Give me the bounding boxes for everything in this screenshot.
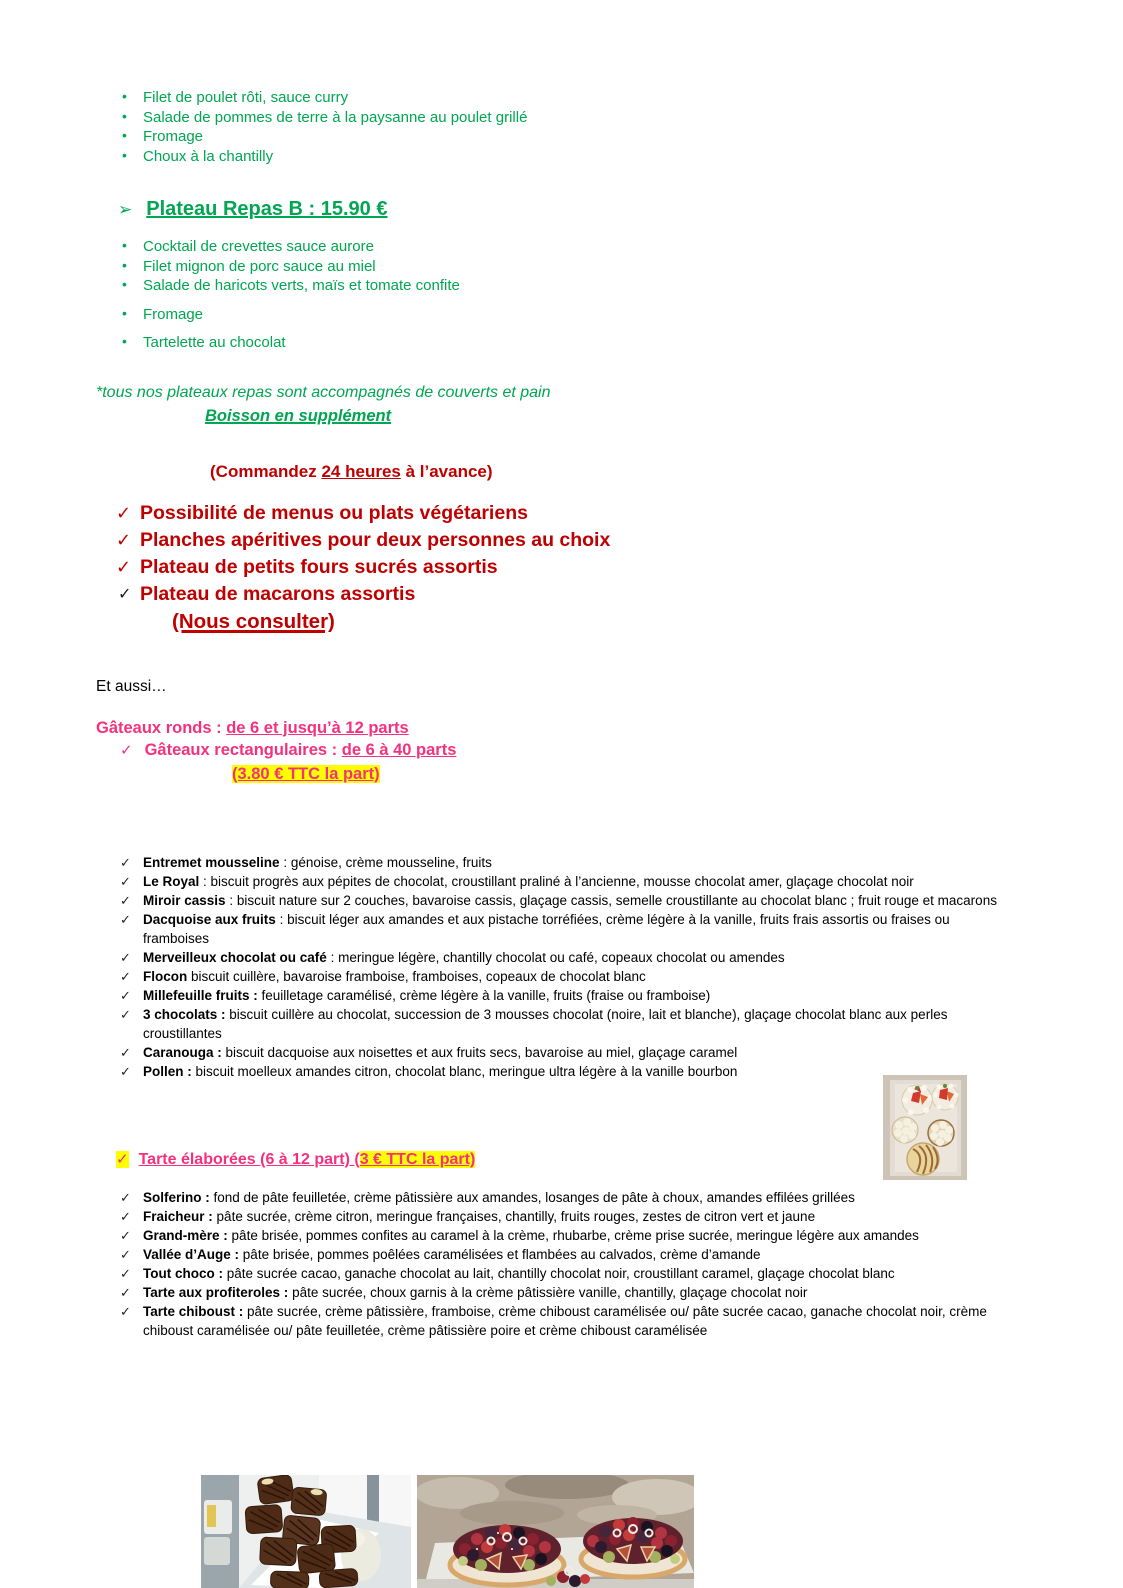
tarte-name: Tarte aux profiteroles : bbox=[143, 1285, 289, 1300]
list-item bbox=[120, 1245, 1018, 1264]
entremet-name: Pollen : bbox=[143, 1064, 192, 1079]
entremet-desc: : génoise, crème mousseline, fruits bbox=[283, 855, 492, 870]
list-item bbox=[120, 1207, 1018, 1226]
checkmark-icon: ✓ bbox=[120, 855, 131, 870]
entremets-list bbox=[120, 853, 1018, 1081]
checkmark-icon: ✓ bbox=[118, 585, 132, 603]
list-item bbox=[118, 237, 1018, 257]
tartes-list bbox=[120, 1188, 1018, 1340]
entremet-desc: : biscuit léger aux amandes et aux pistache torréfiées, crème légère à la vanille, fruits frais assortis ou fraises ou framboises bbox=[143, 912, 950, 946]
item-label: Choux à la chantilly bbox=[143, 147, 274, 165]
plateau-b-heading bbox=[118, 196, 1018, 223]
list-item bbox=[118, 127, 1018, 147]
entremet-name: 3 chocolats : bbox=[143, 1007, 226, 1022]
list-item bbox=[118, 554, 1018, 581]
note-drinks: Boisson en supplément bbox=[205, 406, 392, 425]
gateaux-price bbox=[232, 763, 1018, 786]
item-label: Plateau de petits fours sucrés assortis bbox=[140, 555, 498, 578]
item-label: Filet de poulet rôti, sauce curry bbox=[143, 89, 349, 106]
entremet-name: Merveilleux chocolat ou café bbox=[143, 950, 327, 965]
checkmark-icon: ✓ bbox=[116, 529, 132, 550]
checkmark-icon: ✓ bbox=[120, 893, 131, 908]
checkmark-icon: ✓ bbox=[120, 1209, 131, 1224]
entremet-name: Flocon bbox=[143, 969, 188, 984]
bullet-icon: • bbox=[122, 256, 127, 273]
checkmark-icon: ✓ bbox=[120, 1190, 131, 1205]
bullet-icon: • bbox=[122, 304, 127, 321]
entremet-desc: biscuit moelleux amandes citron, chocolat blanc, meringue ultra légère à la vanille bourbon bbox=[195, 1064, 738, 1079]
gateaux-rect-range: de 6 à 40 parts bbox=[341, 741, 457, 759]
item-label: Fromage bbox=[143, 305, 204, 323]
bullet-icon: • bbox=[122, 333, 127, 349]
list-item bbox=[120, 967, 1018, 986]
bullet-icon: • bbox=[122, 127, 127, 143]
order-notice-delay: 24 heures bbox=[321, 461, 401, 481]
tarte-desc: pâte sucrée, crème citron, meringue françaises, chantilly, fruits rouges, zestes de citron vert et jaune bbox=[216, 1209, 816, 1224]
tartes-heading-price: 3 € TTC la part) bbox=[359, 1151, 476, 1168]
entremet-name: Millefeuille fruits : bbox=[143, 988, 258, 1003]
tarte-desc: fond de pâte feuilletée, crème pâtissière aux amandes, losanges de pâte à choux, amandes effilées grillées bbox=[213, 1190, 855, 1205]
checkmark-icon: ✓ bbox=[120, 1304, 131, 1319]
item-label: Salade de pommes de terre à la paysanne au poulet grillé bbox=[143, 108, 528, 126]
checkmark-icon: ✓ bbox=[120, 969, 131, 984]
entremet-desc: biscuit cuillère, bavaroise framboise, framboises, copeaux de chocolat blanc bbox=[191, 969, 646, 984]
entremet-desc: biscuit cuillère au chocolat, succession de 3 mousses chocolat (noire, lait et blanche), glaçage chocolat blanc aux perles croustillantes bbox=[143, 1007, 948, 1041]
order-notice bbox=[210, 460, 1018, 483]
entremet-desc: feuilletage caramélisé, crème légère à la vanille, fruits (fraise ou framboise) bbox=[261, 988, 711, 1003]
bullet-icon: • bbox=[122, 88, 127, 104]
entremet-name: Le Royal bbox=[143, 874, 200, 889]
checkmark-icon: ✓ bbox=[120, 1045, 131, 1060]
gateaux-rect-heading bbox=[120, 739, 1018, 763]
tarte-desc: pâte sucrée cacao, ganache chocolat au lait, chantilly chocolat noir, croustillant caramel, glaçage chocolat blanc bbox=[226, 1266, 895, 1281]
entremet-desc: : meringue légère, chantilly chocolat ou café, copeaux chocolat ou amendes bbox=[330, 950, 785, 965]
checkmark-icon: ✓ bbox=[120, 874, 131, 889]
list-item bbox=[120, 1283, 1018, 1302]
gateaux-ronds-heading bbox=[96, 717, 1018, 740]
checkmark-icon: ✓ bbox=[120, 912, 131, 927]
list-item bbox=[118, 88, 1018, 108]
checkmark-icon: ✓ bbox=[116, 502, 132, 523]
entremet-desc: : biscuit progrès aux pépites de chocolat, croustillant praliné à l’ancienne, mousse chocolat amer, glaçage chocolat noir bbox=[203, 874, 914, 889]
plateau-b-title: Plateau Repas B : 15.90 € bbox=[146, 198, 388, 220]
list-item bbox=[120, 910, 1018, 948]
item-label: Cocktail de crevettes sauce aurore bbox=[143, 238, 374, 255]
list-item bbox=[120, 872, 1018, 891]
list-item bbox=[120, 1188, 1018, 1207]
tarte-desc: pâte sucrée, choux garnis à la crème pâtissière vanille, chantilly, glaçage chocolat noir bbox=[292, 1285, 808, 1300]
checkmark-icon: ✓ bbox=[120, 1064, 131, 1079]
list-item bbox=[120, 948, 1018, 967]
checkmark-icon: ✓ bbox=[116, 556, 132, 577]
photo-chocolate-cakes bbox=[201, 1475, 411, 1588]
bullet-icon: • bbox=[122, 237, 127, 253]
list-item bbox=[120, 891, 1018, 910]
tarte-name: Solferino : bbox=[143, 1190, 210, 1205]
gateaux-rect-label: Gâteaux rectangulaires : bbox=[144, 741, 342, 759]
entremet-desc: : biscuit nature sur 2 couches, bavaroise cassis, glaçage cassis, semelle croustillante au chocolat blanc ; fruit rouge et macarons bbox=[229, 893, 997, 908]
order-notice-prefix: (Commandez bbox=[210, 461, 322, 481]
item-label: Plateau de macarons assortis bbox=[140, 582, 416, 605]
tarte-name: Fraicheur : bbox=[143, 1209, 213, 1224]
item-label: Fromage bbox=[143, 128, 204, 145]
list-item bbox=[118, 147, 1018, 167]
photo-tartlets bbox=[883, 1075, 967, 1180]
item-label: Tartelette au chocolat bbox=[143, 334, 286, 351]
gateaux-price-text: (3.80 € TTC la part) bbox=[232, 764, 380, 783]
list-item bbox=[118, 333, 1018, 353]
photo-fruit-tarts bbox=[417, 1475, 694, 1588]
tartes-heading-main: Tarte élaborées (6 à 12 part) ( bbox=[138, 1151, 360, 1168]
list-item bbox=[120, 1264, 1018, 1283]
checkmark-icon: ✓ bbox=[120, 1266, 131, 1281]
list-item bbox=[118, 257, 1018, 277]
checkmark-icon: ✓ bbox=[120, 742, 133, 759]
tarte-name: Tout choco : bbox=[143, 1266, 223, 1281]
entremet-name: Entremet mousseline bbox=[143, 855, 280, 870]
item-label: Planches apéritives pour deux personnes au choix bbox=[140, 528, 611, 551]
checkmark-icon: ✓ bbox=[120, 1007, 131, 1022]
list-item bbox=[120, 1226, 1018, 1245]
bullet-icon: • bbox=[122, 276, 127, 292]
note-accompaniment: *tous nos plateaux repas sont accompagnés de couverts et pain bbox=[96, 383, 551, 401]
list-item bbox=[118, 581, 1018, 608]
list-item bbox=[118, 276, 1018, 296]
list-item bbox=[118, 500, 1018, 527]
entremet-name: Miroir cassis bbox=[143, 893, 226, 908]
item-label: Salade de haricots verts, maïs et tomate confite bbox=[143, 277, 460, 294]
bullet-icon: • bbox=[122, 146, 127, 163]
gateaux-ronds-range: de 6 et jusqu’à 12 parts bbox=[226, 718, 409, 737]
tarte-desc: pâte brisée, pommes poêlées caramélisées et flambées au calvados, crème d’amande bbox=[242, 1247, 761, 1262]
tarte-name: Tarte chiboust : bbox=[143, 1304, 244, 1319]
list-item bbox=[118, 527, 1018, 554]
list-item bbox=[120, 1005, 1018, 1043]
tarte-name: Vallée d’Auge : bbox=[143, 1247, 240, 1262]
entremet-desc: biscuit dacquoise aux noisettes et aux fruits secs, bavaroise au miel, glaçage caramel bbox=[225, 1045, 738, 1060]
checkmark-icon: ✓ bbox=[120, 1285, 131, 1300]
checkmark-icon: ✓ bbox=[120, 1247, 131, 1262]
tarte-desc: pâte brisée, pommes confites au caramel à la crème, rhubarbe, crème prise sucrée, meringue légère aux amandes bbox=[231, 1228, 919, 1243]
plateau-a-list bbox=[118, 88, 1018, 166]
list-item bbox=[120, 1302, 1018, 1340]
list-item bbox=[118, 108, 1018, 128]
order-notice-suffix: à l’avance) bbox=[400, 461, 493, 481]
section-et-aussi: Et aussi… bbox=[96, 677, 167, 695]
list-item bbox=[120, 853, 1018, 872]
bullet-icon: • bbox=[122, 107, 127, 124]
list-item bbox=[120, 986, 1018, 1005]
tarte-desc: pâte sucrée, crème pâtissière, framboise, crème chiboust caramélisée ou/ pâte sucrée cacao, ganache chocolat noir, crème chiboust caramélisée ou/ pâte feuilletée, crème pâtissière poire et crème chiboust caramélisée bbox=[143, 1304, 987, 1338]
checkmark-icon: ✓ bbox=[120, 1228, 131, 1243]
tarte-name: Grand-mère : bbox=[143, 1228, 228, 1243]
plateau-b-list bbox=[118, 237, 1018, 353]
checkmark-icon: ✓ bbox=[116, 1151, 129, 1168]
list-item bbox=[118, 305, 1018, 325]
entremet-name: Dacquoise aux fruits bbox=[143, 912, 276, 927]
list-item bbox=[120, 1043, 1018, 1062]
item-label: Filet mignon de porc sauce au miel bbox=[143, 257, 376, 275]
options-list bbox=[118, 500, 1018, 608]
arrow-icon: ➢ bbox=[118, 200, 133, 219]
gateaux-ronds-label: Gâteaux ronds : bbox=[96, 718, 227, 737]
entremet-name: Caranouga : bbox=[143, 1045, 222, 1060]
item-label: Possibilité de menus ou plats végétariens bbox=[140, 501, 528, 524]
checkmark-icon: ✓ bbox=[120, 988, 131, 1003]
consult-note: (Nous consulter) bbox=[172, 609, 335, 633]
checkmark-icon: ✓ bbox=[120, 950, 131, 965]
